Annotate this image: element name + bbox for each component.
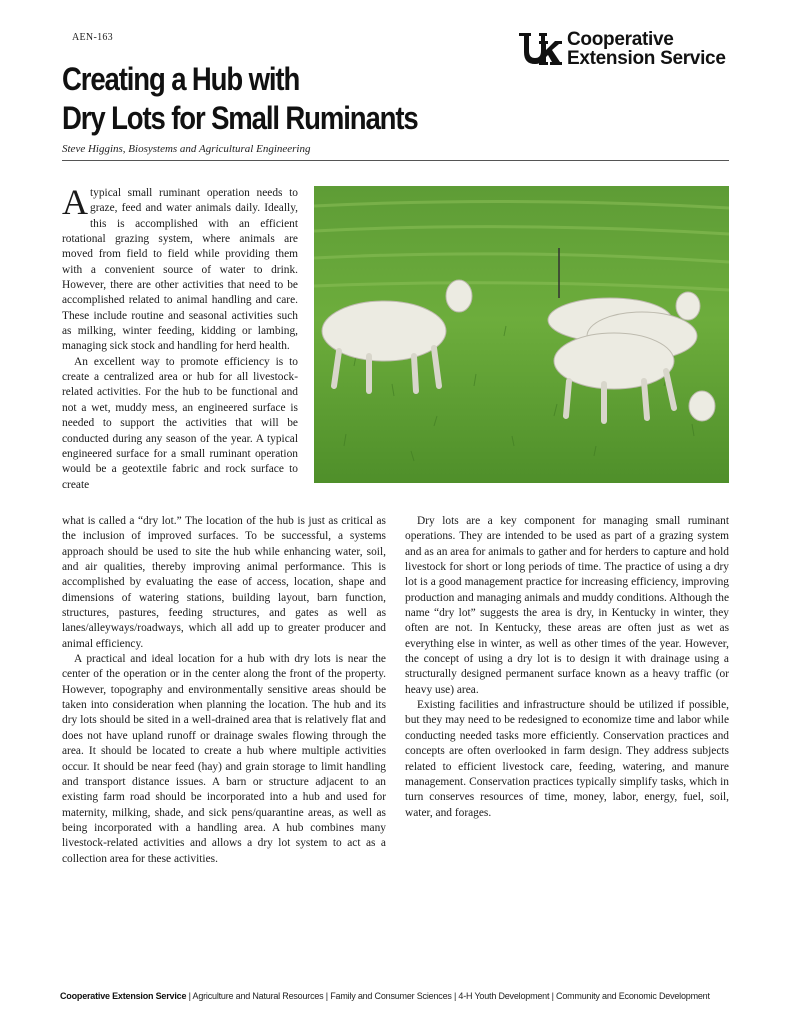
title-line-1: Creating a Hub with (62, 61, 300, 97)
publication-number: AEN-163 (72, 32, 113, 43)
page-footer (60, 991, 731, 1001)
author-byline: Steve Higgins, Biosystems and Agricultural Engineering (62, 143, 311, 155)
paragraph-efficiency: An excellent way to promote efficiency is to create a centralized area or hub for all livestock-related activities. For the hub to be functional and not a wet, muddy mess, an engineered surface is needed to support the activities that will be conducted during any season of the year. A typical engineered surface for a small ruminant operation would be a geotextile fabric and rock surface to create (62, 355, 298, 491)
footer-programs: | Agriculture and Natural Resources | Family and Consumer Sciences | 4-H Youth Development | Community and Economic Development (188, 991, 710, 1001)
paragraph-location: A practical and ideal location for a hub with dry lots is near the center of the operation or in the center along the front of the property. However, topography and environmentally sensitive areas should be taken into consideration when planning the location. The hub and its dry lots should be sited in a well-drained area that is relatively flat and does not have upland runoff or drainage swales flowing through the area. It should be located to create a hub where multiple activities occur. It should be near feed (hay) and grain storage to limit handling and transport distance issues. A barn or structure adjacent to an existing farm road should be incorporated into a hub and used for maternity, milking, shade, and sick pens/quarantine areas, as well as being incorporated with a handling area. A hub combines many livestock-related activities and allows a dry lot system to act as a collection area for these activities. (62, 653, 386, 865)
article-column-right (405, 514, 729, 821)
article-column-left-bottom (62, 514, 386, 867)
paragraph-existing-facilities: Existing facilities and infrastructure should be utilized if possible, but they may need to be redesigned to economize time and labor while conducting needed tasks more efficiently. Conservation practices and concepts are often overlooked in farm design. They address subjects related to efficient livestock care, feeding, watering, and manure management. Conservation practices typically simplify tasks, which in turn conserves resources of time, money, labor, energy, fuel, soil, water, and forages. (405, 699, 729, 819)
uk-logo-icon (517, 31, 563, 67)
cooperative-extension-logo (517, 30, 726, 68)
article-column-left-top (62, 182, 298, 493)
paragraph-dry-lots: Dry lots are a key component for managing small ruminant operations. They are intended to be used as part of a grazing system and as an area for animals to gather and for herders to capture and hold livestock for short or long periods of time. The practice of using a dry lot is a good management practice for increasing efficiency, improving production and managing animals and muddy conditions. Although the name “dry lot” suggests the area is dry, in Kentucky in winter, they often are not. In Kentucky, these areas are often just as wet as everything else in winter, as well as other times of the year. However, the concept of using a dry lot is to design it with drainage using a structurally designed permanent surface known as a heavy traffic (or heavy use) area. (405, 515, 729, 696)
logo-line-2: Extension Service (567, 48, 726, 69)
header-divider (62, 160, 729, 161)
logo-line-1: Cooperative (567, 29, 674, 50)
drop-cap: A (62, 182, 88, 222)
title-line-2: Dry Lots for Small Ruminants (62, 100, 418, 136)
sheep-grazing-photo (314, 186, 729, 483)
footer-org: Cooperative Extension Service (60, 991, 187, 1001)
intro-paragraph: Atypical small ruminant operation needs to graze, feed and water animals daily. Ideally, this is accomplished with an efficient rotational grazing system, where animals are moved from field to field while providing them with a convenient source of water to drink. However, there are other activities that need to be accomplished related to animal handling and care. These include routine and seasonal activities such as milking, winter feeding, kidding or lambing, managing sick stock and handling for herd health. (62, 182, 298, 353)
paragraph-efficiency-continued: what is called a “dry lot.” The location of the hub is just as critical as the inclusion of improved surfaces. To be successful, a systems approach should be used to site the hub while enhancing water, soil, and air qualities, thereby improving animal performance. This is accomplished by evaluating the ease of access, location, shape and dimensions of watering stations, building layout, barn function, structures, pastures, feeding structures, and gates as well as lanes/alleyways/roadways, which all add up to greater producer and animal efficiency. (62, 515, 386, 650)
page-title (62, 60, 458, 138)
